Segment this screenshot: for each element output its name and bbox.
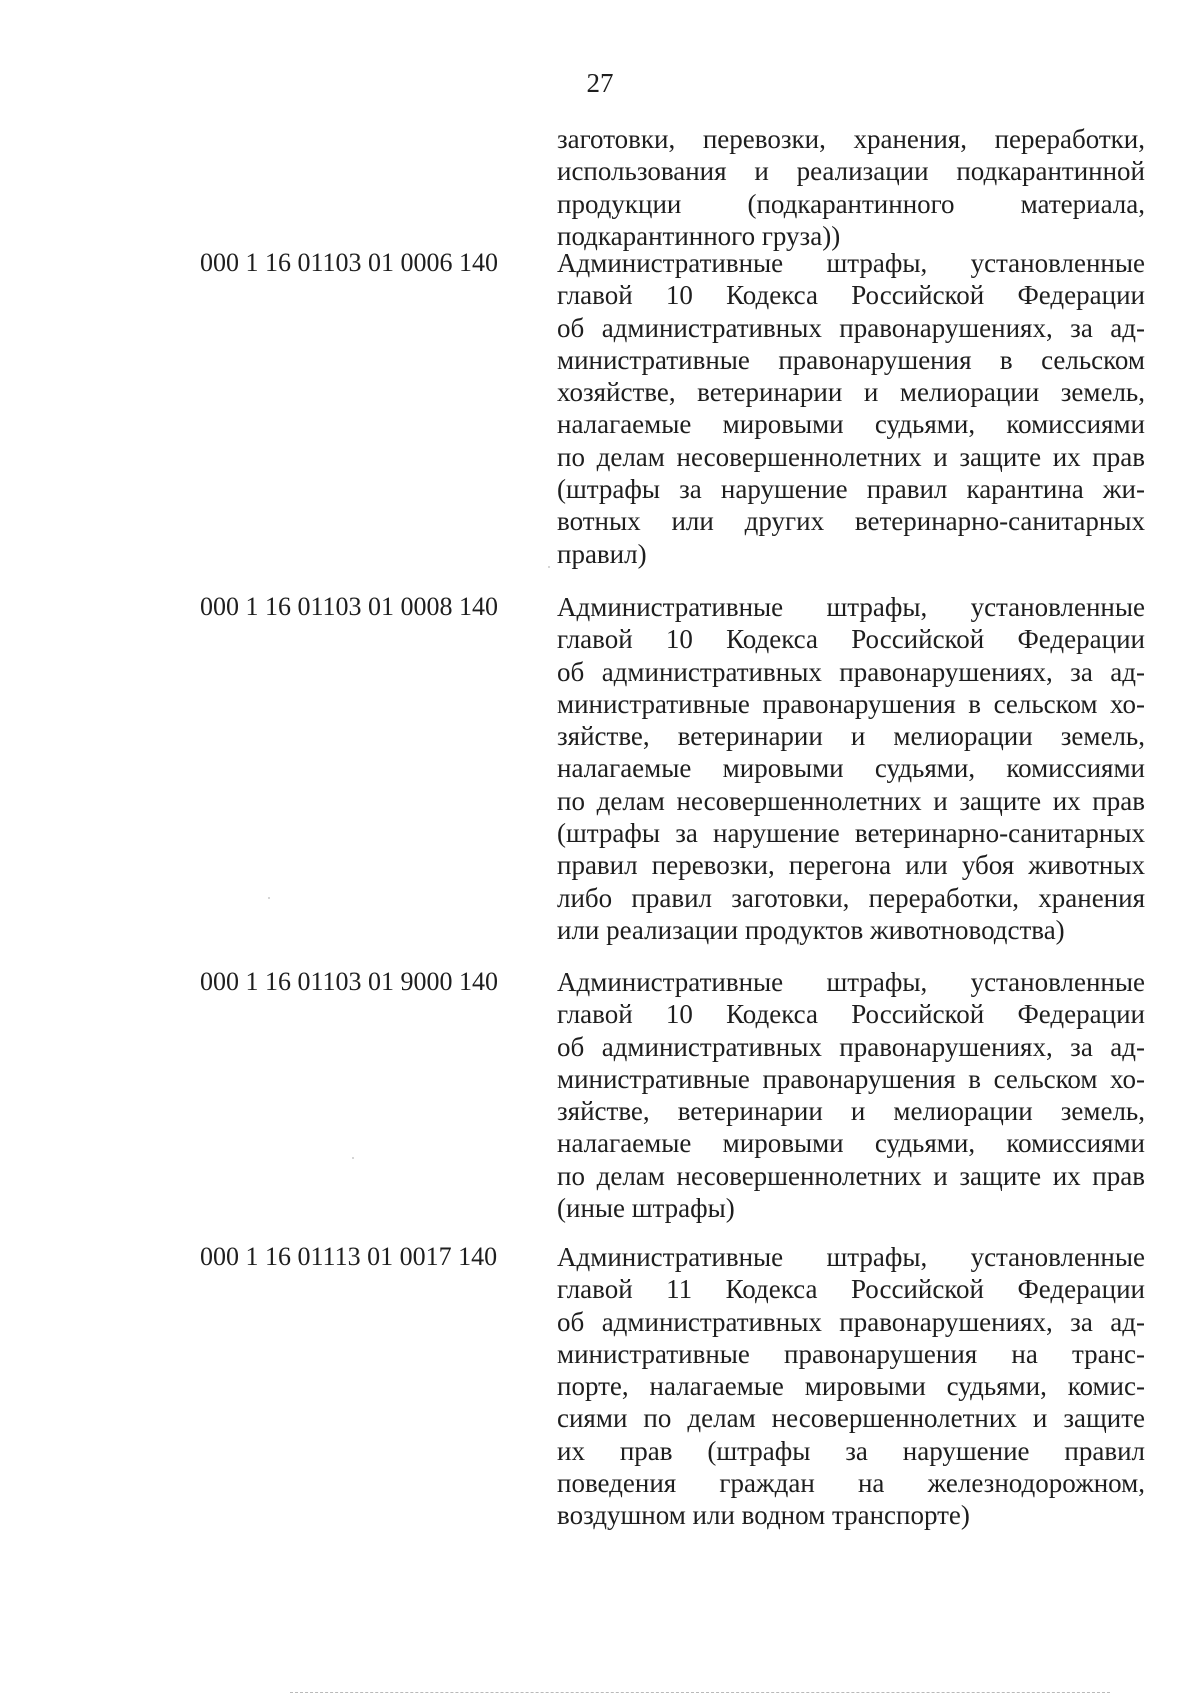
text-line: либо правил заготовки, переработки, хранения <box>557 882 1145 913</box>
text-line: об административных правонарушениях, за ад- <box>557 656 1145 687</box>
scan-speck <box>548 566 550 568</box>
text-line: сиями по делам несовершеннолетних и защите <box>557 1403 1145 1434</box>
text-line: порте, налагаемые мировыми судьями, комис- <box>557 1371 1145 1402</box>
budget-code: 000 1 16 01103 01 9000 140 <box>200 967 499 996</box>
text-line: Административные штрафы, установленные <box>557 248 1145 278</box>
text-line: их прав (штрафы за нарушение правил <box>557 1435 1145 1466</box>
text-line: министративные правонарушения в сельском хо- <box>557 1063 1145 1094</box>
text-line: (штрафы за нарушение правил карантина жи- <box>557 474 1145 505</box>
text-line: главой 10 Кодекса Российской Федерации <box>557 280 1145 311</box>
scan-speck <box>352 1157 354 1159</box>
text-line: воздушном или водном транспорте) <box>557 1500 970 1531</box>
text-line: главой 11 Кодекса Российской Федерации <box>557 1274 1145 1305</box>
text-line: Административные штрафы, установленные <box>557 592 1145 622</box>
text-line: вотных или других ветеринарно-санитарных <box>557 506 1145 537</box>
text-line: налагаемые мировыми судьями, комиссиями <box>557 1128 1145 1159</box>
text-line: налагаемые мировыми судьями, комиссиями <box>557 409 1145 440</box>
entry-description <box>557 591 1145 946</box>
scan-edge-line <box>290 1692 1110 1693</box>
text-line: министративные правонарушения в сельском <box>557 344 1145 375</box>
text-line: Административные штрафы, установленные <box>557 1242 1145 1272</box>
continuation-text <box>557 123 1145 252</box>
text-line: по делам несовершеннолетних и защите их прав <box>557 1160 1145 1191</box>
entry-description <box>557 1241 1145 1532</box>
text-line: или реализации продуктов животноводства) <box>557 914 1065 945</box>
budget-code: 000 1 16 01113 01 0017 140 <box>200 1242 498 1271</box>
text-line: продукции (подкарантинного материала, <box>557 188 1145 219</box>
text-line: об административных правонарушениях, за ад- <box>557 1306 1145 1337</box>
text-line: подкарантинного груза)) <box>557 220 841 251</box>
text-line: министративные правонарушения в сельском хо- <box>557 688 1145 719</box>
text-line: заготовки, перевозки, хранения, переработки, <box>557 124 1145 154</box>
text-line: использования и реализации подкарантинной <box>557 156 1145 187</box>
budget-code: 000 1 16 01103 01 0008 140 <box>200 592 499 621</box>
text-line: об административных правонарушениях, за ад- <box>557 312 1145 343</box>
entry-description <box>557 966 1145 1224</box>
text-line: главой 10 Кодекса Российской Федерации <box>557 624 1145 655</box>
text-line: (штрафы за нарушение ветеринарно-санитарных <box>557 818 1145 849</box>
text-line: (иные штрафы) <box>557 1193 735 1224</box>
text-line: зяйстве, ветеринарии и мелиорации земель, <box>557 721 1145 752</box>
text-line: об административных правонарушениях, за ад- <box>557 1031 1145 1062</box>
entry-description <box>557 247 1145 570</box>
text-line: по делам несовершеннолетних и защите их прав <box>557 441 1145 472</box>
text-line: по делам несовершеннолетних и защите их прав <box>557 785 1145 816</box>
text-line: зяйстве, ветеринарии и мелиорации земель, <box>557 1096 1145 1127</box>
text-line: правил) <box>557 538 647 569</box>
text-line: хозяйстве, ветеринарии и мелиорации земель, <box>557 377 1145 408</box>
text-line: правил перевозки, перегона или убоя животных <box>557 850 1145 881</box>
text-line: налагаемые мировыми судьями, комиссиями <box>557 753 1145 784</box>
budget-code: 000 1 16 01103 01 0006 140 <box>200 248 499 277</box>
text-line: министративные правонарушения на транс- <box>557 1338 1145 1369</box>
text-line: главой 10 Кодекса Российской Федерации <box>557 999 1145 1030</box>
scan-speck <box>268 897 270 899</box>
page-number: 27 <box>586 68 614 98</box>
text-line: Административные штрафы, установленные <box>557 967 1145 997</box>
text-line: поведения граждан на железнодорожном, <box>557 1468 1145 1499</box>
